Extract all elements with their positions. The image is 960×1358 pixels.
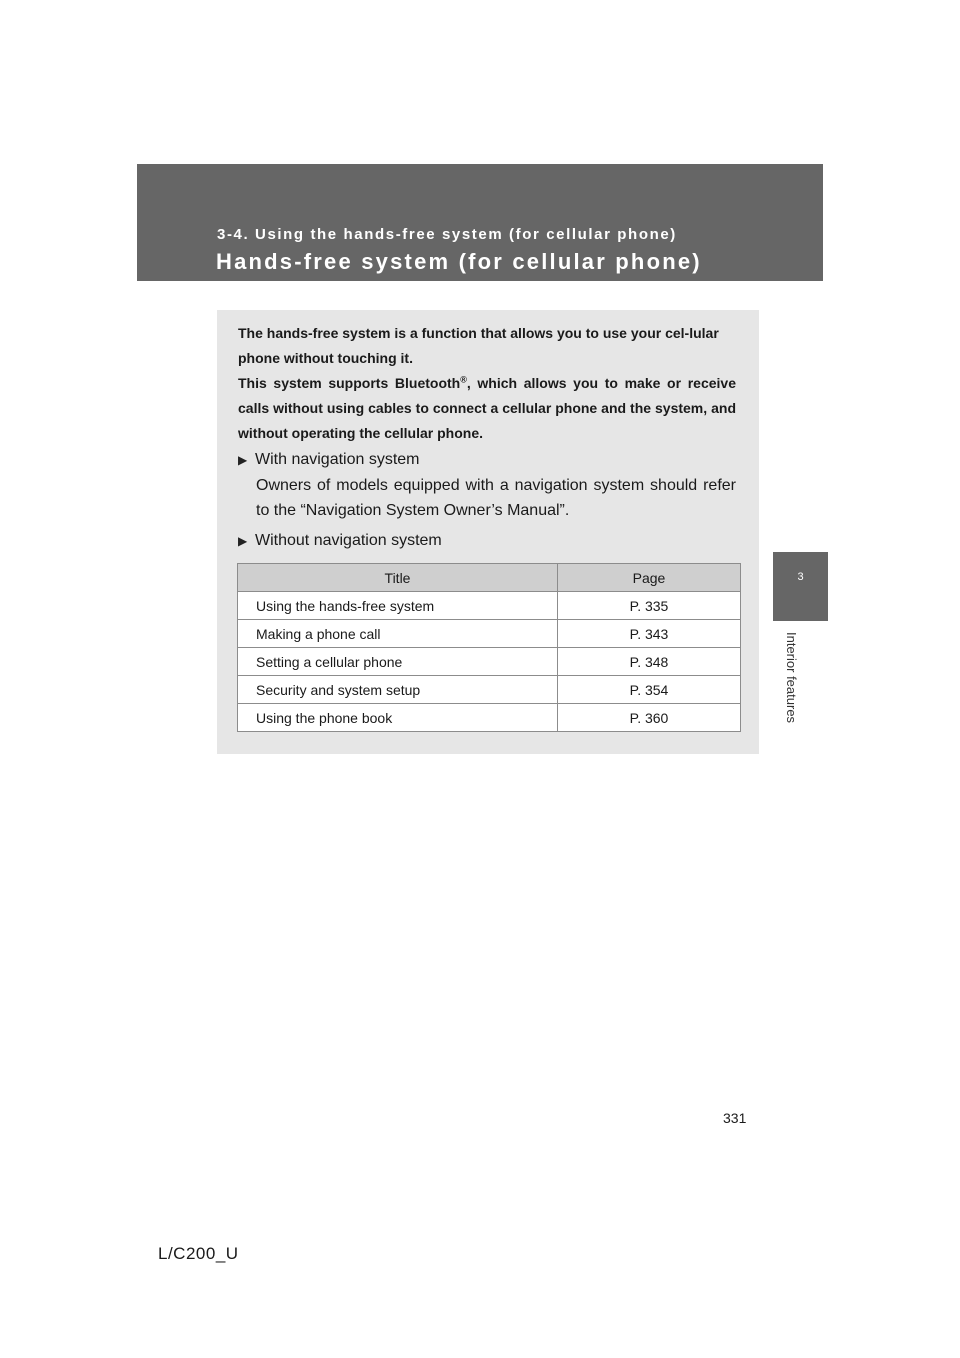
row-title: Setting a cellular phone [238, 648, 558, 676]
bullet-without-navigation [238, 528, 736, 554]
row-page-ref[interactable]: P. 335 [558, 592, 741, 620]
row-page-ref[interactable]: P. 354 [558, 676, 741, 704]
table-row[interactable] [238, 704, 741, 732]
page-title: Hands-free system (for cellular phone) [216, 249, 702, 274]
row-page-ref[interactable]: P. 348 [558, 648, 741, 676]
bullet-label: Without navigation system [255, 532, 442, 549]
triangle-right-icon: ▶ [238, 534, 248, 548]
bullet-with-navigation [238, 447, 736, 473]
intro-paragraph-2 [238, 371, 736, 446]
bullet-label: With navigation system [255, 451, 420, 468]
row-title: Using the hands-free system [238, 592, 558, 620]
table-row[interactable] [238, 592, 741, 620]
table-row[interactable] [238, 648, 741, 676]
row-page-ref[interactable]: P. 343 [558, 620, 741, 648]
column-header-title: Title [238, 564, 558, 592]
intro-paragraph-2-rest: , which allows you to make or receive calls without using cables to connect a cellular phone and the system, and without operating the cellular phone. [238, 375, 736, 441]
triangle-right-icon: ▶ [238, 453, 248, 467]
chapter-tab[interactable] [773, 552, 828, 621]
table-header-row [238, 564, 741, 592]
registered-mark: ® [460, 374, 467, 385]
row-title: Making a phone call [238, 620, 558, 648]
contents-table [237, 563, 741, 732]
info-panel [217, 310, 759, 754]
row-page-ref[interactable]: P. 360 [558, 704, 741, 732]
intro-paragraph-1: The hands-free system is a function that allows you to use your cel-lular phone without touching it. [238, 325, 719, 366]
row-title: Using the phone book [238, 704, 558, 732]
header-band [137, 164, 823, 281]
chapter-number: 3 [797, 571, 804, 583]
page-number: 331 [723, 1110, 747, 1126]
document-code: L/C200_U [158, 1244, 239, 1263]
chapter-name: Interior features [784, 632, 799, 724]
intro-paragraph-2-text: This system supports Bluetooth [238, 375, 461, 391]
row-title: Security and system setup [238, 676, 558, 704]
table-row[interactable] [238, 676, 741, 704]
table-row[interactable] [238, 620, 741, 648]
column-header-page: Page [558, 564, 741, 592]
section-label: 3-4. Using the hands-free system (for cellular phone) [217, 226, 677, 243]
bullet-description: Owners of models equipped with a navigation system should refer to the “Navigation System Owner’s Manual”. [256, 477, 736, 519]
